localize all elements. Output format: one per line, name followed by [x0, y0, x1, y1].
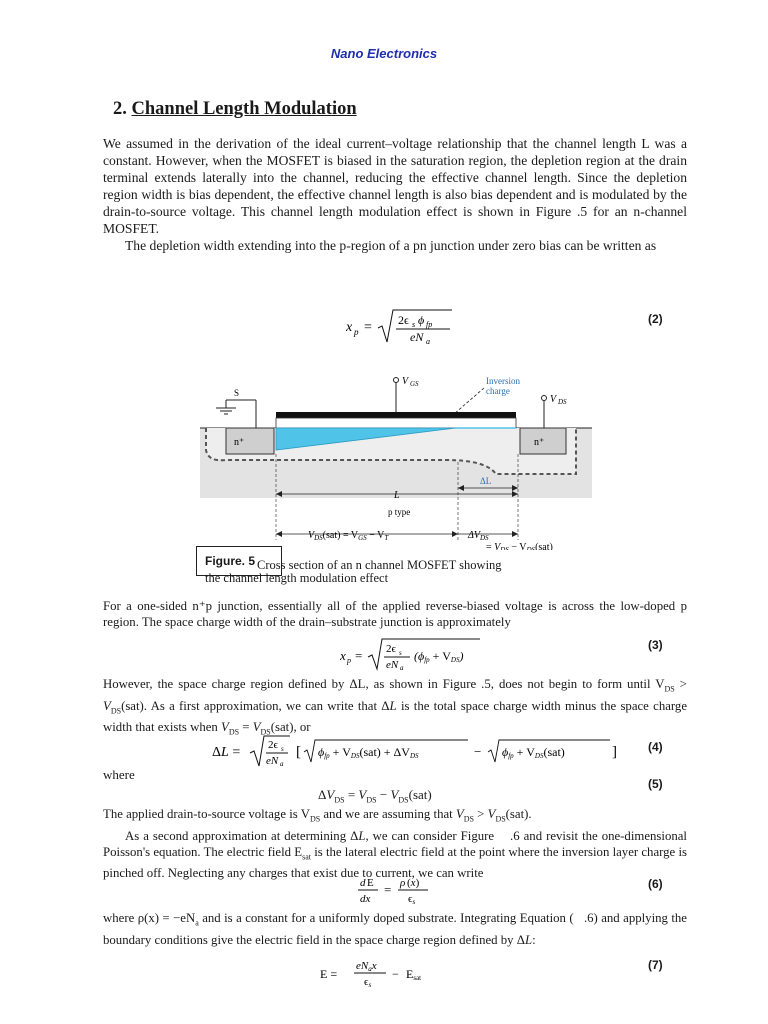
svg-text:a: a	[426, 337, 430, 346]
figure-caption-line1: Cross section of an n channel MOSFET showing	[257, 558, 502, 572]
equation-6	[358, 873, 448, 912]
svg-text:x: x	[340, 648, 346, 663]
svg-text:= VDS − VDS(sat): = $V_{DS} - V_{DS}(sat)$	[486, 542, 553, 550]
paragraph-intro-continued: The depletion width extending into the p-region of a pn junction under zero bias can be written as	[125, 238, 657, 253]
svg-text:V: V	[550, 394, 557, 405]
svg-text:−: −	[392, 967, 399, 981]
section-heading	[113, 99, 357, 120]
svg-text:ΔL: ΔL	[480, 476, 492, 486]
paragraph-integration: where $\rho(x) = -eN_a$ and is a constant for a uniformly doped substrate. Integrating Equation ( .6) and applying the boundary conditions give the electric field in the space charge region defined by ΔL:	[103, 911, 687, 947]
equation-2	[346, 306, 456, 351]
svg-text:=: =	[384, 882, 392, 897]
svg-text:Esat: Esat	[406, 967, 422, 982]
equation-2-number: (2)	[648, 312, 663, 326]
source-label: S	[234, 388, 240, 398]
svg-text:eNax: eNax	[356, 960, 377, 973]
svg-text:eN: eN	[410, 330, 424, 344]
svg-text:L: L	[394, 490, 400, 501]
mosfet-diagram	[196, 370, 616, 550]
svg-text:2ϵ: 2ϵ	[386, 643, 396, 655]
equation-4-number: (4)	[648, 740, 663, 754]
svg-text:p type: p type	[388, 507, 411, 517]
svg-text:ϕ: ϕ	[418, 313, 425, 327]
where-label: where	[103, 767, 135, 782]
paragraph-poisson-text: The applied drain-to-source voltage is V	[103, 807, 310, 821]
svg-text:=: =	[355, 648, 363, 663]
svg-text:ϕfp + VDS(sat) + ΔVDS: ϕfp + VDS(sat) + ΔVDS	[318, 745, 419, 760]
svg-text:x: x	[346, 320, 353, 335]
svg-text:ΔL =: ΔL =	[212, 745, 241, 760]
svg-text:a: a	[280, 760, 284, 768]
svg-text:d: d	[360, 877, 366, 889]
equation-7-graphic	[320, 956, 470, 990]
svg-text:ϵs: ϵs	[408, 893, 416, 906]
paragraph-integration-text: where ρ(x) = −eN	[103, 911, 196, 925]
svg-text:charge: charge	[486, 386, 510, 396]
svg-text:p: p	[354, 327, 359, 337]
svg-text:=: =	[364, 320, 372, 335]
equation-4-graphic	[212, 734, 622, 770]
equation-7-number: (7)	[648, 958, 663, 972]
equation-5: $\Delta V_{DS} = V_{DS} - V_{DS}(sat)$	[318, 787, 432, 805]
paragraph-space-charge-text: However, the space charge region defined by ΔL, as shown in Figure .5, does not begin to form until V	[103, 677, 665, 691]
svg-text:−: −	[474, 744, 482, 759]
section-title: Channel Length Modulation	[131, 99, 357, 119]
svg-text:2ϵ: 2ϵ	[398, 313, 409, 327]
mosfet-cross-section-figure	[196, 370, 616, 555]
equation-2-graphic	[346, 306, 456, 346]
nplus-left-label: n⁺	[234, 437, 245, 448]
equation-4	[212, 734, 622, 775]
running-header: Nano Electronics	[330, 46, 438, 61]
svg-text:VDS(sat) = VGS − VT: $V_{DS}(sat) = V_{GS} - V_T$	[308, 530, 389, 542]
svg-text:fp: fp	[426, 320, 433, 329]
equation-3-number: (3)	[648, 638, 663, 652]
svg-text:DS: DS	[558, 398, 567, 406]
figure-caption-line2: the channel length modulation effect	[205, 571, 389, 585]
paragraph-junction: For a one-sided n⁺p junction, essentially all of the applied reverse-biased voltage is across the low-doped p region. The space charge width of the drain–substrate junction is approximately	[103, 599, 687, 629]
svg-text:s: s	[399, 649, 402, 657]
svg-text:Inversion: Inversion	[486, 376, 520, 386]
svg-text:ΔVDS: $\Delta V_{DS}$	[468, 530, 489, 542]
svg-text:]: ]	[612, 744, 617, 760]
equation-3-graphic	[340, 636, 490, 672]
paragraph-intro	[103, 135, 687, 254]
svg-text:a: a	[400, 664, 404, 672]
svg-text:(ϕfp + VDS): (ϕfp + VDS)	[414, 649, 464, 664]
equation-5-number: (5)	[648, 777, 663, 791]
equation-3	[340, 636, 490, 677]
svg-text:2ϵ: 2ϵ	[268, 739, 278, 751]
svg-text:p: p	[347, 656, 351, 665]
svg-text:ρ: ρ	[400, 877, 406, 889]
svg-text:ϵs: ϵs	[364, 976, 372, 989]
equation-7	[320, 956, 470, 995]
svg-text:eN: eN	[386, 659, 399, 671]
figure-label: Figure. 5	[196, 546, 282, 576]
svg-text:s: s	[281, 745, 284, 753]
svg-text:dx: dx	[360, 893, 371, 905]
section-number: 2.	[113, 99, 127, 119]
equation-6-graphic	[358, 873, 448, 907]
nplus-right-label: n⁺	[534, 437, 545, 448]
svg-text:GS: GS	[410, 380, 419, 388]
svg-text:E: E	[367, 877, 374, 889]
svg-text:V: V	[402, 376, 409, 387]
svg-text:eN: eN	[266, 755, 279, 767]
svg-text:[: [	[296, 744, 301, 760]
svg-text:ϕfp + VDS(sat): ϕfp + VDS(sat)	[502, 745, 565, 760]
svg-text:s: s	[412, 320, 416, 329]
svg-text:E =: E =	[320, 967, 338, 981]
equation-6-number: (6)	[648, 877, 663, 891]
svg-text:(x): (x)	[407, 877, 420, 889]
paragraph-poisson: The applied drain-to-source voltage is $V_{DS}$ and we are assuming that $V_{DS} > V_{DS}(sat)$. As a second approximation at determining ΔL, we can consider Figure .6 and revisit the one-dimensional Poisson's equation. The electric field $E_{sat}$ is the lateral electric field at the point where the inversion layer charge is pinched off. Neglecting any charges that exist due to current, we can write	[103, 807, 687, 881]
paragraph-intro-text: We assumed in the derivation of the ideal current–voltage relationship that the channel length L was a constant. However, when the MOSFET is biased in the saturation region, the depletion region at the drain terminal extends laterally into the channel, reducing the effective channel length. Since the depletion region width is bias dependent, the effective channel length is also bias dependent and is modulated by the drain-to-source voltage. This channel length modulation effect is shown in Figure .5 for an n-channel MOSFET.	[103, 136, 687, 236]
paragraph-space-charge: However, the space charge region defined by ΔL, as shown in Figure .5, does not begin to form until $V_{DS} > V_{DS}(sat)$. As a first approximation, we can write that ΔL is the total space charge width minus the space charge width that exists when $V_{DS} = V_{DS}(sat)$, or	[103, 677, 688, 737]
